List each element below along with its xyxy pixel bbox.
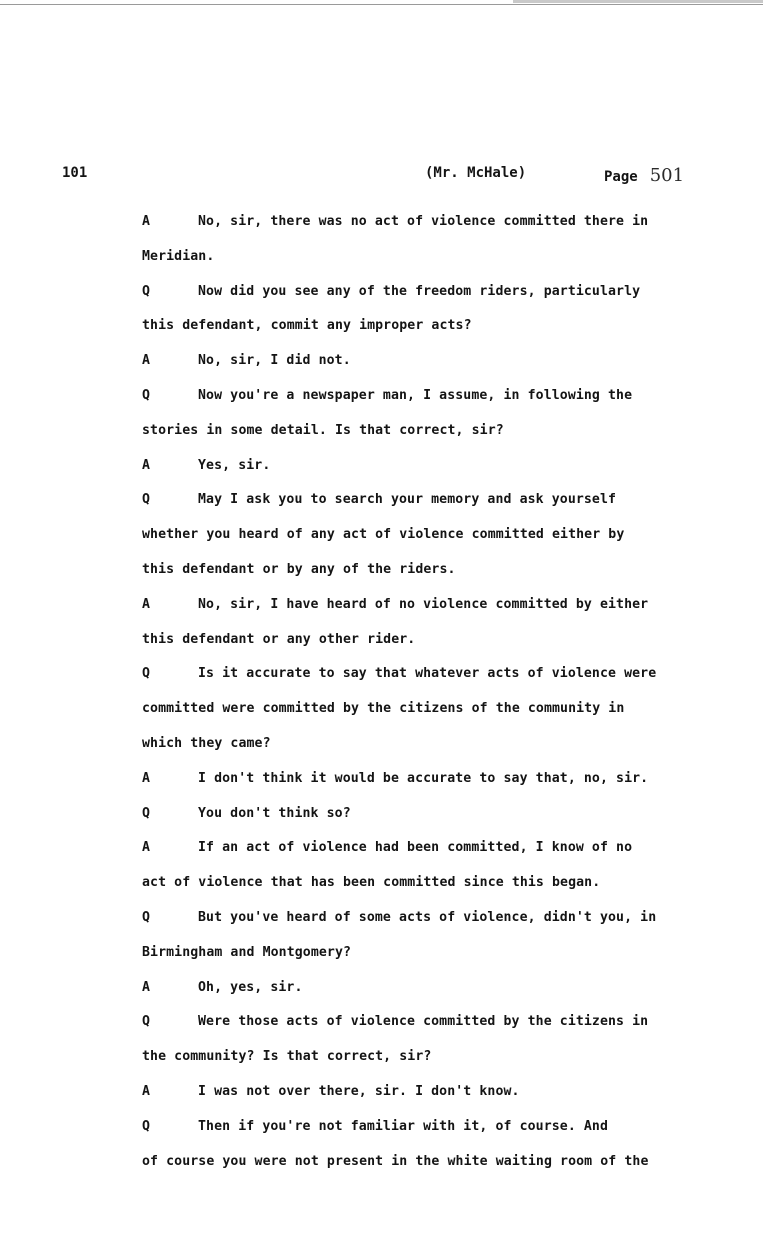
question-marker: Q [142,805,151,821]
line-text: committed were committed by the citizens of the community in [142,701,625,717]
question-marker: Q [142,909,151,925]
line-text: Oh, yes, sir. [198,979,303,995]
transcript-line [142,518,722,553]
answer-marker: A [142,457,151,473]
transcript-line [142,275,722,310]
transcript-line [142,1145,722,1180]
transcript-line [142,727,722,762]
page-label: Page [604,169,638,185]
question-marker: Q [142,492,151,508]
line-text: May I ask you to search your memory and ask yourself [198,492,617,508]
line-text: this defendant or any other rider. [142,631,416,647]
line-text: No, sir, there was no act of violence committed there in [198,214,649,229]
answer-marker: A [142,353,151,369]
answer-marker: A [142,770,151,786]
transcript-line [142,1110,722,1145]
line-text: No, sir, I did not. [198,353,351,369]
line-text: this defendant, commit any improper acts? [142,318,472,334]
answer-marker: A [142,979,151,995]
question-marker: Q [142,1014,151,1030]
top-edge-artifact [513,0,763,3]
transcript-line [142,901,722,936]
line-text: stories in some detail. Is that correct, sir? [142,422,504,438]
line-text: Is it accurate to say that whatever acts of violence were [198,666,657,682]
transcript-line [142,205,722,240]
line-text: Yes, sir. [198,457,271,473]
answer-marker: A [142,596,151,612]
transcript-line [142,588,722,623]
line-text: Were those acts of violence committed by the citizens in [198,1014,649,1030]
line-text: Then if you're not familiar with it, of course. And [198,1118,609,1134]
line-text: No, sir, I have heard of no violence committed by either [198,596,649,612]
line-text: of course you were not present in the white waiting room of the [142,1153,649,1169]
transcript-line [142,971,722,1006]
line-text: act of violence that has been committed since this began. [142,875,601,891]
transcript-line [142,379,722,414]
transcript-line [142,1005,722,1040]
transcript-line [142,240,722,275]
answer-marker: A [142,840,151,856]
answer-marker: A [142,214,151,229]
transcript-line [142,692,722,727]
transcript-line [142,483,722,518]
line-text: this defendant or by any of the riders. [142,561,456,577]
left-page-number: 101 [62,165,88,181]
transcript-line [142,344,722,379]
transcript-body [142,205,722,1179]
transcript-line [142,762,722,797]
page-header [604,165,684,186]
question-marker: Q [142,283,151,299]
transcript-line [142,449,722,484]
line-text: Now you're a newspaper man, I assume, in following the [198,387,633,403]
transcript-line [142,623,722,658]
transcript-line [142,936,722,971]
line-text: I don't think it would be accurate to say that, no, sir. [198,770,649,786]
question-marker: Q [142,666,151,682]
transcript-line [142,309,722,344]
line-text: Birmingham and Montgomery? [142,944,352,960]
line-text: Now did you see any of the freedom riders, particularly [198,283,641,299]
line-text: If an act of violence had been committed, I know of no [198,840,633,856]
transcript-line [142,657,722,692]
line-text: I was not over there, sir. I don't know. [198,1083,520,1099]
line-text: You don't think so? [198,805,351,821]
transcript-line [142,1075,722,1110]
page-number: 501 [649,165,685,186]
answer-marker: A [142,1083,151,1099]
transcript-line [142,1040,722,1075]
line-text: the community? Is that correct, sir? [142,1049,432,1065]
line-text: Meridian. [142,248,215,264]
line-text: But you've heard of some acts of violence, didn't you, in [198,909,657,925]
question-marker: Q [142,1118,151,1134]
line-text: which they came? [142,735,271,751]
transcript-line [142,553,722,588]
transcript-line [142,797,722,832]
question-marker: Q [142,387,151,403]
top-border-line [0,4,763,5]
line-text: whether you heard of any act of violence committed either by [142,527,625,543]
transcript-line [142,414,722,449]
speaker-header: (Mr. McHale) [425,165,527,181]
transcript-line [142,866,722,901]
transcript-line [142,831,722,866]
